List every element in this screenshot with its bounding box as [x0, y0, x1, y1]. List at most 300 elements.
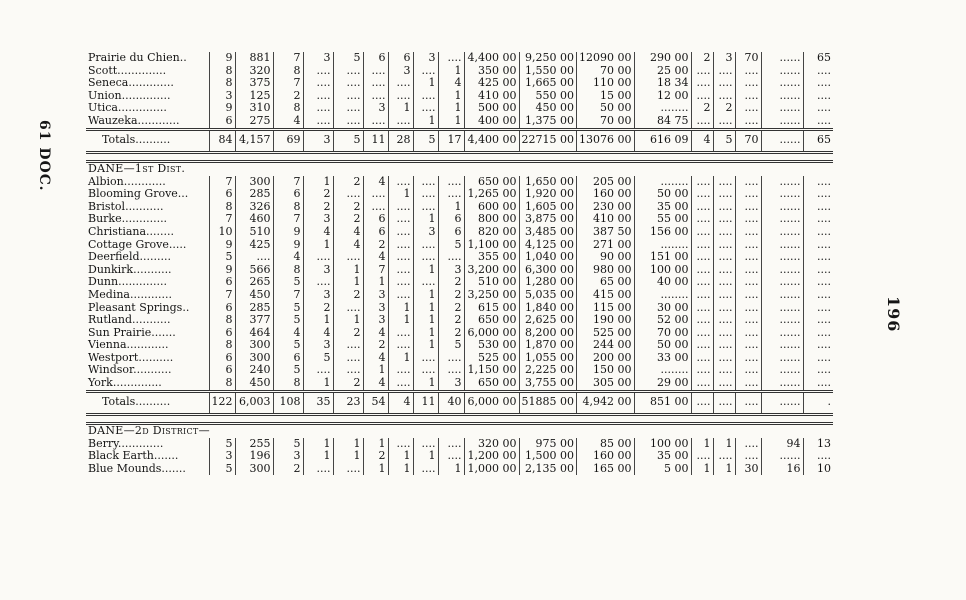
value-cell: ...... — [761, 364, 803, 377]
table-row — [86, 450, 833, 463]
value-cell: 265 — [235, 276, 273, 289]
value-cell: .... — [333, 251, 363, 264]
value-cell: .... — [691, 327, 713, 340]
value-cell: 2 — [333, 289, 363, 302]
value-cell: 3,485 00 — [519, 226, 577, 239]
value-cell: .... — [735, 264, 761, 277]
value-cell: 1 — [388, 314, 413, 327]
totals-cell: 5 — [333, 129, 363, 152]
value-cell: .... — [333, 364, 363, 377]
totals-row — [86, 129, 833, 152]
value-cell: .... — [413, 201, 438, 214]
value-cell: 2 — [363, 239, 388, 252]
value-cell: .... — [817, 213, 831, 226]
value-cell: 4,125 00 — [519, 239, 577, 252]
value-cell: 2 — [333, 213, 363, 226]
value-cell: 160 00 — [577, 450, 635, 463]
town-name-cell: Westport.......... — [86, 352, 209, 365]
value-cell: 820 00 — [464, 226, 519, 239]
value-cell: 600 00 — [464, 201, 519, 214]
value-cell: 310 — [235, 102, 273, 115]
totals-cell: .... — [735, 391, 761, 414]
totals-cell: 40 — [438, 391, 464, 414]
value-cell: .... — [691, 289, 713, 302]
totals-label: Totals.......... — [86, 129, 209, 152]
value-cell: 5 — [438, 339, 464, 352]
town-name-cell: Rutland........... — [86, 314, 209, 327]
value-cell: .... — [413, 463, 438, 476]
value-cell: 3 — [303, 289, 333, 302]
value-cell: 115 00 — [577, 302, 635, 315]
value-cell: .... — [735, 201, 761, 214]
value-cell: 151 00 — [634, 251, 691, 264]
value-cell: 566 — [235, 264, 273, 277]
value-cell: .... — [691, 90, 713, 103]
town-name-cell: Dunn.............. — [86, 276, 209, 289]
value-cell: .... — [303, 115, 333, 129]
town-name-cell: Union.............. — [86, 90, 209, 103]
table-row — [86, 327, 833, 340]
value-cell: 1,870 00 — [519, 339, 577, 352]
value-cell: 525 00 — [577, 327, 635, 340]
value-cell: 1 — [303, 239, 333, 252]
totals-cell: 122 — [209, 391, 235, 414]
value-cell: 6 — [438, 213, 464, 226]
value-cell: .... — [735, 450, 761, 463]
value-cell: 450 — [235, 377, 273, 391]
value-cell: .... — [333, 65, 363, 78]
value-cell: .... — [691, 264, 713, 277]
table-row — [86, 239, 833, 252]
totals-cell: 35 — [303, 391, 333, 414]
value-cell: ...... — [761, 327, 803, 340]
value-cell: .... — [388, 438, 413, 451]
table-row — [86, 364, 833, 377]
town-name-cell: Bristol........... — [86, 201, 209, 214]
value-cell: .... — [388, 239, 413, 252]
value-cell: 305 00 — [577, 377, 635, 391]
value-cell: .... — [735, 188, 761, 201]
value-cell: 3,250 00 — [464, 289, 519, 302]
value-cell: .... — [303, 65, 333, 78]
value-cell: 4 — [363, 251, 388, 264]
value-cell: .... — [713, 302, 735, 315]
value-cell: 1 — [713, 438, 735, 451]
totals-cell: 17 — [438, 129, 464, 152]
table-row — [86, 276, 833, 289]
table-row — [86, 226, 833, 239]
totals-cell: 23 — [333, 391, 363, 414]
value-cell: .... — [413, 352, 438, 365]
town-name-cell: Albion............ — [86, 176, 209, 189]
value-cell: .... — [713, 115, 735, 129]
value-cell: ...... — [761, 52, 803, 65]
totals-cell: 11 — [363, 129, 388, 152]
value-cell: .... — [817, 114, 831, 127]
value-cell: .... — [691, 226, 713, 239]
totals-cell: 11 — [413, 391, 438, 414]
value-cell: 6 — [209, 364, 235, 377]
value-cell: 975 00 — [519, 438, 577, 451]
value-cell: .... — [388, 276, 413, 289]
value-cell: 50 00 — [634, 188, 691, 201]
value-cell: .... — [735, 352, 761, 365]
value-cell: ...... — [761, 314, 803, 327]
value-cell: .... — [817, 351, 831, 364]
value-cell: 5 — [438, 239, 464, 252]
value-cell: .... — [817, 200, 831, 213]
value-cell: 35 00 — [634, 450, 691, 463]
value-cell: 6,000 00 — [464, 327, 519, 340]
value-cell: 70 — [735, 52, 761, 65]
value-cell: ...... — [761, 115, 803, 129]
value-cell: .... — [735, 302, 761, 315]
value-cell: 52 00 — [634, 314, 691, 327]
value-cell: .... — [363, 201, 388, 214]
value-cell: .... — [438, 188, 464, 201]
totals-cell: 22715 00 — [519, 129, 577, 152]
value-cell: 8 — [273, 65, 303, 78]
value-cell: 70 00 — [634, 327, 691, 340]
value-cell: 5 — [209, 251, 235, 264]
value-cell: .... — [735, 226, 761, 239]
value-cell: 375 — [235, 77, 273, 90]
value-cell: .... — [713, 364, 735, 377]
value-cell: 1 — [413, 339, 438, 352]
value-cell: 410 00 — [577, 213, 635, 226]
value-cell: 8 — [209, 77, 235, 90]
value-cell: 1 — [713, 463, 735, 476]
value-cell: .... — [713, 314, 735, 327]
value-cell: .... — [413, 364, 438, 377]
value-cell: 377 — [235, 314, 273, 327]
totals-cell: 6,003 — [235, 391, 273, 414]
value-cell: 2 — [438, 302, 464, 315]
value-cell: 5,035 00 — [519, 289, 577, 302]
value-cell: ...... — [761, 264, 803, 277]
value-cell: 5 — [333, 52, 363, 65]
value-cell: 650 00 — [464, 377, 519, 391]
value-cell: 3 — [303, 339, 333, 352]
value-cell: 3 — [303, 264, 333, 277]
value-cell: .... — [817, 288, 831, 301]
value-cell: 1 — [413, 314, 438, 327]
value-cell: .... — [817, 314, 831, 327]
table-row — [86, 289, 833, 302]
value-cell: ...... — [761, 77, 803, 90]
value-cell: .... — [713, 264, 735, 277]
value-cell: 40 00 — [634, 276, 691, 289]
value-cell: .... — [413, 176, 438, 189]
value-cell: .... — [735, 213, 761, 226]
value-cell: .... — [388, 264, 413, 277]
value-cell: 230 00 — [577, 201, 635, 214]
table-row — [86, 251, 833, 264]
totals-cell: .... — [713, 391, 735, 414]
value-cell: 29 00 — [634, 377, 691, 391]
totals-cell: 4 — [691, 129, 713, 152]
value-cell: 4 — [303, 226, 333, 239]
value-cell: 2 — [333, 327, 363, 340]
value-cell: 5 — [273, 276, 303, 289]
value-cell: 70 00 — [577, 65, 635, 78]
value-cell: 1 — [333, 438, 363, 451]
value-cell: .... — [333, 352, 363, 365]
value-cell: .... — [735, 339, 761, 352]
group-heading-row — [86, 423, 833, 438]
value-cell: 3,200 00 — [464, 264, 519, 277]
value-cell: 1 — [388, 102, 413, 115]
value-cell: 525 00 — [464, 352, 519, 365]
value-cell: 5 — [209, 463, 235, 476]
value-cell: 8 — [209, 339, 235, 352]
value-cell: .... — [333, 77, 363, 90]
value-cell: .... — [735, 314, 761, 327]
value-cell: .... — [388, 201, 413, 214]
value-cell: 5 — [209, 438, 235, 451]
value-cell: .... — [333, 339, 363, 352]
group-heading-row — [86, 161, 833, 176]
value-cell: .... — [691, 339, 713, 352]
value-cell: 1 — [388, 188, 413, 201]
value-cell: 1 — [438, 65, 464, 78]
totals-cell: . — [803, 391, 833, 414]
value-cell: 6 — [273, 188, 303, 201]
value-cell: .... — [817, 326, 831, 339]
totals-cell: 4,400 00 — [464, 129, 519, 152]
value-cell: 18 34 — [634, 77, 691, 90]
value-cell: 7 — [273, 176, 303, 189]
value-cell: 2 — [713, 102, 735, 115]
value-cell: 7 — [209, 213, 235, 226]
value-cell: 1 — [388, 463, 413, 476]
value-cell: 5 — [273, 339, 303, 352]
value-cell: .... — [303, 90, 333, 103]
town-name-cell: Burke............. — [86, 213, 209, 226]
table-row — [86, 65, 833, 78]
value-cell: 94 — [761, 438, 803, 451]
value-cell: 326 — [235, 201, 273, 214]
value-cell: 3 — [209, 450, 235, 463]
value-cell: 300 — [235, 352, 273, 365]
town-name-cell: Berry............. — [86, 438, 209, 451]
totals-cell: .... — [691, 391, 713, 414]
value-cell: .... — [691, 377, 713, 391]
town-name-cell: Sun Prairie....... — [86, 327, 209, 340]
value-cell: 9 — [273, 226, 303, 239]
value-cell: 3 — [413, 52, 438, 65]
value-cell: 1 — [303, 314, 333, 327]
value-cell: 1 — [438, 90, 464, 103]
value-cell: .... — [691, 201, 713, 214]
value-cell: 1,605 00 — [519, 201, 577, 214]
value-cell: .... — [713, 377, 735, 391]
value-cell: 425 00 — [464, 77, 519, 90]
table-row — [86, 201, 833, 214]
value-cell: 10 — [209, 226, 235, 239]
town-name-cell: Scott.............. — [86, 65, 209, 78]
value-cell: .... — [735, 276, 761, 289]
value-cell: 355 00 — [464, 251, 519, 264]
value-cell: .... — [333, 302, 363, 315]
value-cell: .... — [413, 438, 438, 451]
value-cell: ...... — [761, 352, 803, 365]
value-cell: 4 — [303, 327, 333, 340]
value-cell: .... — [691, 314, 713, 327]
value-cell: 1 — [303, 450, 333, 463]
value-cell: ...... — [761, 339, 803, 352]
value-cell: 9,250 00 — [519, 52, 577, 65]
town-name-cell: Dunkirk........... — [86, 264, 209, 277]
table-row — [86, 463, 833, 476]
value-cell: 8 — [273, 201, 303, 214]
value-cell: 1 — [438, 463, 464, 476]
group-heading: DANE—1st Dist. — [86, 161, 833, 176]
value-cell: .... — [438, 352, 464, 365]
table-row — [86, 77, 833, 90]
value-cell: 615 00 — [464, 302, 519, 315]
value-cell: 255 — [235, 438, 273, 451]
value-cell: .... — [735, 115, 761, 129]
town-name-cell: Christiana........ — [86, 226, 209, 239]
town-name-cell: Blue Mounds....... — [86, 463, 209, 476]
value-cell: 3 — [209, 90, 235, 103]
value-cell: .... — [388, 90, 413, 103]
table-row — [86, 102, 833, 115]
value-cell: 50 00 — [577, 102, 635, 115]
value-cell: 1,550 00 — [519, 65, 577, 78]
value-cell: 320 — [235, 65, 273, 78]
table-row — [86, 52, 833, 65]
value-cell: .... — [735, 327, 761, 340]
value-cell: 10 — [817, 462, 831, 475]
value-cell: 500 00 — [464, 102, 519, 115]
value-cell: 9 — [273, 239, 303, 252]
table-row — [86, 115, 833, 129]
value-cell: .... — [817, 225, 831, 238]
value-cell: 3 — [363, 289, 388, 302]
value-cell: .... — [303, 276, 333, 289]
value-cell: .... — [333, 115, 363, 129]
totals-cell: 84 — [209, 129, 235, 152]
value-cell: 550 00 — [519, 90, 577, 103]
value-cell: .... — [817, 238, 831, 251]
value-cell: 8 — [273, 377, 303, 391]
totals-cell: 5 — [713, 129, 735, 152]
value-cell: 160 00 — [577, 188, 635, 201]
value-cell: 1 — [303, 176, 333, 189]
town-name-cell: Cottage Grove..... — [86, 239, 209, 252]
value-cell: .... — [817, 77, 831, 90]
value-cell: 50 00 — [634, 339, 691, 352]
town-name-cell: Windsor........... — [86, 364, 209, 377]
value-cell: 2 — [303, 201, 333, 214]
value-cell: .... — [303, 251, 333, 264]
value-cell: 165 00 — [577, 463, 635, 476]
value-cell: 1 — [333, 276, 363, 289]
value-cell: 1,650 00 — [519, 176, 577, 189]
value-cell: .... — [735, 377, 761, 391]
value-cell: .... — [413, 90, 438, 103]
value-cell: 1 — [438, 201, 464, 214]
value-cell: 1 — [413, 302, 438, 315]
value-cell: .... — [817, 175, 831, 188]
value-cell: .... — [817, 377, 831, 390]
value-cell: .... — [691, 239, 713, 252]
town-name-cell: Medina............ — [86, 289, 209, 302]
value-cell: 1 — [413, 289, 438, 302]
totals-cell: 5 — [413, 129, 438, 152]
town-name-cell: Pleasant Springs.. — [86, 302, 209, 315]
value-cell: 156 00 — [634, 226, 691, 239]
totals-cell: 4,942 00 — [577, 391, 635, 414]
value-cell: 1 — [413, 213, 438, 226]
value-cell: 8 — [209, 314, 235, 327]
value-cell: 4 — [273, 115, 303, 129]
value-cell: 85 00 — [577, 438, 635, 451]
value-cell: .... — [735, 77, 761, 90]
value-cell: 2 — [438, 314, 464, 327]
value-cell: .... — [817, 188, 831, 201]
value-cell: ........ — [634, 289, 691, 302]
table-row — [86, 377, 833, 391]
value-cell: .... — [817, 339, 831, 352]
value-cell: 3 — [388, 65, 413, 78]
value-cell: 65 00 — [577, 276, 635, 289]
value-cell: 271 00 — [577, 239, 635, 252]
value-cell: 12 00 — [634, 90, 691, 103]
value-cell: .... — [817, 64, 831, 77]
value-cell: ...... — [761, 226, 803, 239]
value-cell: 100 00 — [634, 264, 691, 277]
value-cell: 2 — [438, 289, 464, 302]
value-cell: .... — [713, 276, 735, 289]
totals-cell: ...... — [761, 129, 803, 152]
value-cell: 3 — [713, 52, 735, 65]
totals-cell: 54 — [363, 391, 388, 414]
value-cell: .... — [438, 176, 464, 189]
value-cell: 1,100 00 — [464, 239, 519, 252]
value-cell: 35 00 — [634, 201, 691, 214]
value-cell: .... — [333, 90, 363, 103]
value-cell: 980 00 — [577, 264, 635, 277]
value-cell: 415 00 — [577, 289, 635, 302]
table-row — [86, 314, 833, 327]
value-cell: 1 — [333, 264, 363, 277]
value-cell: 2 — [333, 201, 363, 214]
value-cell: 2,135 00 — [519, 463, 577, 476]
value-cell: 5 — [273, 302, 303, 315]
value-cell: .... — [817, 301, 831, 314]
value-cell: 6 — [438, 226, 464, 239]
value-cell: 2 — [363, 339, 388, 352]
value-cell: .... — [713, 90, 735, 103]
value-cell: .... — [691, 188, 713, 201]
value-cell: .... — [817, 276, 831, 289]
value-cell: 800 00 — [464, 213, 519, 226]
value-cell: .... — [388, 226, 413, 239]
value-cell: 125 — [235, 90, 273, 103]
totals-row — [86, 391, 833, 414]
value-cell: .... — [333, 102, 363, 115]
value-cell: 1,000 00 — [464, 463, 519, 476]
value-cell: .... — [817, 263, 831, 276]
value-cell: 4 — [273, 251, 303, 264]
value-cell: 2 — [363, 450, 388, 463]
value-cell: ...... — [761, 377, 803, 391]
value-cell: 3,875 00 — [519, 213, 577, 226]
value-cell: 1 — [413, 377, 438, 391]
